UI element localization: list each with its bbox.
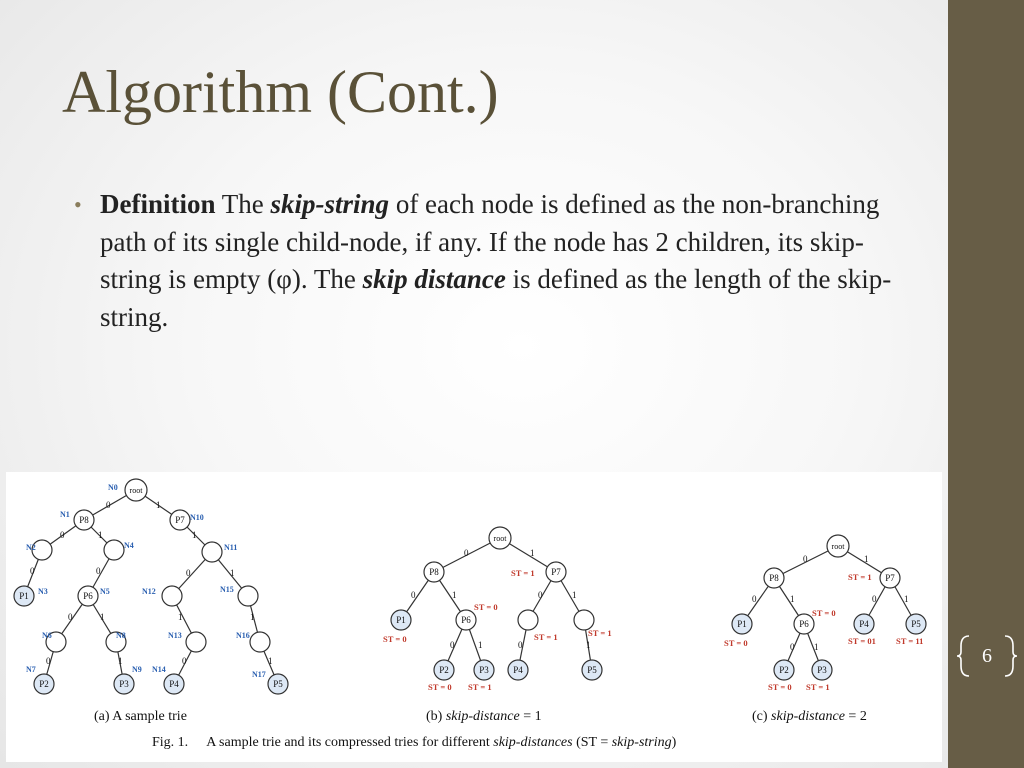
svg-text:N5: N5 [100, 587, 110, 596]
bullet-item [74, 186, 914, 336]
svg-text:ST = 11: ST = 11 [896, 636, 924, 646]
svg-text:N4: N4 [124, 541, 134, 550]
svg-text:P6: P6 [799, 619, 809, 629]
trie-a-node-n12 [162, 586, 182, 606]
skip-string-term: skip-string [270, 189, 390, 219]
svg-text:ST = 1: ST = 1 [588, 628, 612, 638]
svg-text:P4: P4 [169, 679, 179, 689]
svg-text:P8: P8 [429, 567, 439, 577]
svg-text:0: 0 [538, 590, 543, 600]
svg-text:0: 0 [790, 642, 795, 652]
figure-caption: Fig. 1. A sample trie and its compressed tries for different skip-distances (ST = skip-string) [152, 735, 677, 750]
svg-text:0: 0 [46, 656, 51, 666]
svg-text:1: 1 [586, 640, 591, 650]
svg-text:ST = 0: ST = 0 [474, 602, 498, 612]
svg-text:P3: P3 [119, 679, 129, 689]
bullet-text [74, 186, 914, 336]
panel-a-label: (a) A sample trie [94, 709, 187, 724]
svg-text:1: 1 [192, 530, 197, 540]
trie-b-node-empty-2 [574, 610, 594, 630]
svg-text:P8: P8 [769, 573, 779, 583]
svg-text:P5: P5 [911, 619, 921, 629]
svg-text:ST = 0: ST = 0 [428, 682, 452, 692]
text-run: The [215, 189, 271, 219]
svg-text:ST = 01: ST = 01 [848, 636, 876, 646]
svg-text:1: 1 [230, 568, 235, 578]
svg-text:root: root [831, 542, 845, 551]
svg-text:P3: P3 [479, 665, 489, 675]
svg-text:1: 1 [478, 640, 483, 650]
svg-text:root: root [493, 534, 507, 543]
svg-text:N9: N9 [132, 665, 142, 674]
svg-text:root: root [129, 486, 143, 495]
svg-text:P5: P5 [587, 665, 597, 675]
svg-text:1: 1 [904, 594, 909, 604]
svg-text:N1: N1 [60, 510, 70, 519]
svg-text:N13: N13 [168, 631, 182, 640]
svg-text:N8: N8 [116, 631, 126, 640]
svg-text:1: 1 [118, 656, 123, 666]
trie-b-st-labels [383, 568, 612, 692]
svg-text:N10: N10 [190, 513, 204, 522]
svg-text:P7: P7 [551, 567, 561, 577]
svg-text:P6: P6 [461, 615, 471, 625]
svg-text:0: 0 [68, 612, 73, 622]
svg-text:0: 0 [106, 500, 111, 510]
trie-b-node-empty-1 [518, 610, 538, 630]
panel-b-label: (b) skip-distance = 1 [426, 709, 542, 724]
bullet-icon: • [74, 192, 82, 217]
svg-text:N17: N17 [252, 670, 266, 679]
svg-text:0: 0 [411, 590, 416, 600]
svg-text:1: 1 [100, 612, 105, 622]
svg-text:N16: N16 [236, 631, 250, 640]
svg-text:0: 0 [96, 566, 101, 576]
svg-text:ST = 0: ST = 0 [383, 634, 407, 644]
svg-text:ST = 0: ST = 0 [724, 638, 748, 648]
svg-text:ST = 1: ST = 1 [511, 568, 535, 578]
definition-term: Definition [100, 189, 216, 219]
trie-a-node-n13 [186, 632, 206, 652]
trie-a-node-n16 [250, 632, 270, 652]
svg-text:1: 1 [572, 590, 577, 600]
svg-text:1: 1 [814, 642, 819, 652]
svg-text:0: 0 [803, 554, 808, 564]
svg-text:P7: P7 [175, 515, 185, 525]
svg-text:1: 1 [452, 590, 457, 600]
svg-text:1: 1 [268, 656, 273, 666]
svg-text:N7: N7 [26, 665, 36, 674]
svg-text:0: 0 [182, 656, 187, 666]
svg-text:1: 1 [98, 530, 103, 540]
svg-text:0: 0 [872, 594, 877, 604]
svg-text:P8: P8 [79, 515, 89, 525]
slide-title: Algorithm (Cont.) [62, 59, 499, 125]
text-run: is defined as the length of the skip-string. [100, 264, 892, 332]
svg-text:1: 1 [250, 612, 255, 622]
panel-c-label: (c) skip-distance = 2 [752, 709, 867, 724]
svg-text:0: 0 [518, 640, 523, 650]
svg-text:1: 1 [790, 594, 795, 604]
text-run: of each node is defined as the non-branching path of its single child-node, if any. If the node has 2 children, its skip-string is empty (φ). The [100, 189, 880, 294]
svg-text:N15: N15 [220, 585, 234, 594]
svg-text:0: 0 [752, 594, 757, 604]
svg-text:ST = 0: ST = 0 [768, 682, 792, 692]
svg-text:P2: P2 [39, 679, 49, 689]
trie-a-node-n11 [202, 542, 222, 562]
svg-text:ST = 1: ST = 1 [468, 682, 492, 692]
svg-text:N11: N11 [224, 543, 238, 552]
svg-text:ST = 0: ST = 0 [812, 608, 836, 618]
svg-text:1: 1 [156, 500, 161, 510]
svg-text:P5: P5 [273, 679, 283, 689]
svg-text:N2: N2 [26, 543, 36, 552]
svg-text:P4: P4 [859, 619, 869, 629]
svg-text:ST = 1: ST = 1 [806, 682, 830, 692]
svg-text:P3: P3 [817, 665, 827, 675]
skip-distance-term: skip distance [362, 264, 506, 294]
svg-text:0: 0 [464, 548, 469, 558]
svg-text:0: 0 [186, 568, 191, 578]
svg-text:N3: N3 [38, 587, 48, 596]
trie-a-node-n15 [238, 586, 258, 606]
svg-text:1: 1 [178, 612, 183, 622]
svg-text:P6: P6 [83, 591, 93, 601]
figure-image [6, 472, 942, 762]
svg-text:N0: N0 [108, 483, 118, 492]
page-number-badge [957, 632, 1017, 680]
svg-text:P4: P4 [513, 665, 523, 675]
svg-text:0: 0 [60, 530, 65, 540]
svg-text:P2: P2 [779, 665, 789, 675]
svg-text:P2: P2 [439, 665, 449, 675]
svg-text:P1: P1 [19, 591, 29, 601]
svg-text:ST = 1: ST = 1 [848, 572, 872, 582]
svg-text:1: 1 [530, 548, 535, 558]
svg-text:ST = 1: ST = 1 [534, 632, 558, 642]
svg-text:N12: N12 [142, 587, 156, 596]
svg-text:P1: P1 [396, 615, 406, 625]
svg-text:P7: P7 [885, 573, 895, 583]
svg-text:1: 1 [864, 554, 869, 564]
svg-text:0: 0 [450, 640, 455, 650]
svg-text:N14: N14 [152, 665, 166, 674]
page-number: 6 [982, 645, 992, 667]
trie-a-node-n4 [104, 540, 124, 560]
svg-text:0: 0 [30, 566, 35, 576]
svg-text:P1: P1 [737, 619, 747, 629]
svg-text:N6: N6 [42, 631, 52, 640]
